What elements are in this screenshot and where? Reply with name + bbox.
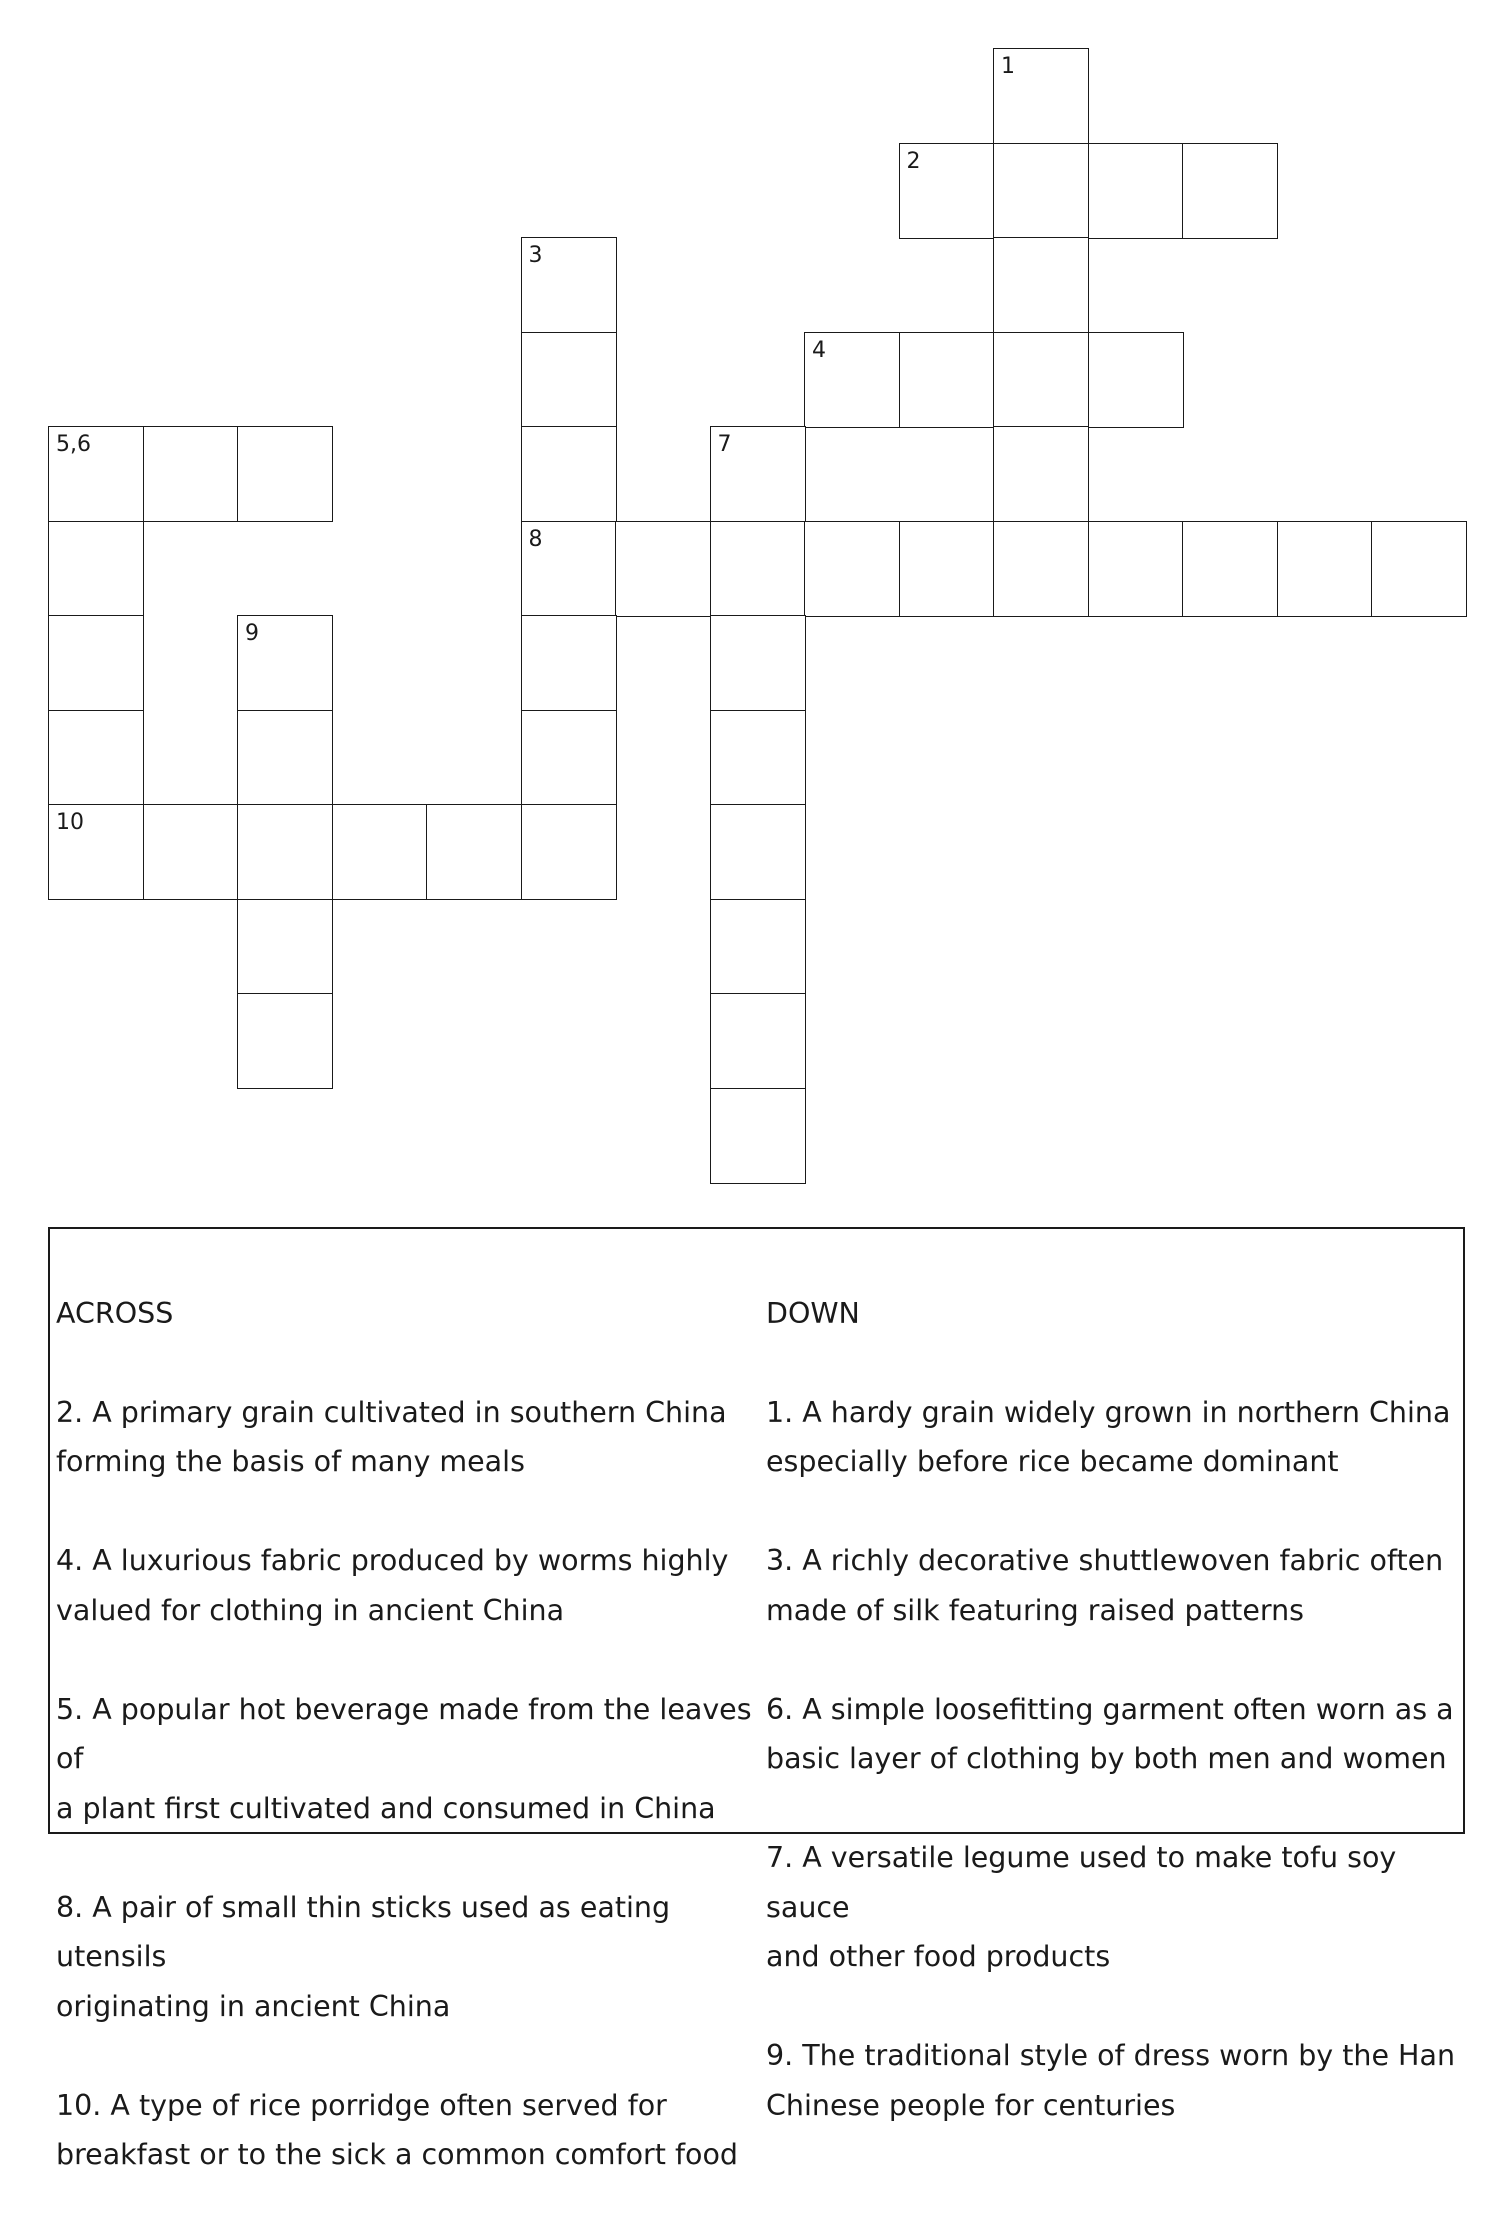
down-heading: DOWN <box>766 1296 860 1330</box>
grid-cell-r3-c10[interactable] <box>993 332 1089 428</box>
grid-cell-r7-c7[interactable] <box>710 710 806 806</box>
grid-cell-r3-c8[interactable] <box>804 332 900 428</box>
clue-number: 10 <box>56 810 84 835</box>
down-clue-9: 9. The traditional style of dress worn by the Han Chinese people for centuries <box>766 2039 1456 2122</box>
grid-cell-r4-c2[interactable] <box>237 426 333 522</box>
grid-cell-r5-c10[interactable] <box>993 521 1089 617</box>
grid-cell-r6-c5[interactable] <box>521 615 617 711</box>
across-heading: ACROSS <box>56 1296 174 1330</box>
grid-cell-r5-c14[interactable] <box>1371 521 1467 617</box>
down-clue-7: 7. A versatile legume used to make tofu soy sauce and other food products <box>766 1841 1397 1973</box>
grid-cell-r8-c0[interactable] <box>48 804 144 900</box>
grid-cell-r4-c5[interactable] <box>521 426 617 522</box>
clue-number: 5,6 <box>56 432 91 457</box>
grid-cell-r10-c2[interactable] <box>237 993 333 1089</box>
grid-cell-r6-c7[interactable] <box>710 615 806 711</box>
grid-cell-r5-c8[interactable] <box>804 521 900 617</box>
grid-cell-r8-c2[interactable] <box>237 804 333 900</box>
grid-cell-r6-c0[interactable] <box>48 615 144 711</box>
grid-cell-r0-c10[interactable] <box>993 48 1089 144</box>
grid-cell-r11-c7[interactable] <box>710 1088 806 1184</box>
clue-number: 7 <box>717 432 732 457</box>
clue-number: 9 <box>245 621 259 646</box>
grid-cell-r6-c2[interactable] <box>237 615 333 711</box>
across-clue-10: 10. A type of rice porridge often served for breakfast or to the sick a common comfort food <box>56 2088 738 2171</box>
grid-cell-r7-c0[interactable] <box>48 710 144 806</box>
across-clue-8: 8. A pair of small thin sticks used as eating utensils originating in ancient China <box>56 1890 671 2023</box>
down-clue-6: 6. A simple loosefitting garment often worn as a basic layer of clothing by both men and women <box>766 1692 1454 1775</box>
grid-cell-r8-c1[interactable] <box>143 804 239 900</box>
grid-cell-r5-c7[interactable] <box>710 521 806 617</box>
down-clue-1: 1. A hardy grain widely grown in northern China especially before rice became dominant <box>766 1395 1451 1478</box>
grid-cell-r7-c5[interactable] <box>521 710 617 806</box>
grid-cell-r4-c7[interactable] <box>710 426 806 522</box>
grid-cell-r5-c6[interactable] <box>615 521 711 617</box>
clue-number: 8 <box>528 526 543 552</box>
grid-cell-r8-c5[interactable] <box>521 804 617 900</box>
grid-cell-r7-c2[interactable] <box>237 710 333 806</box>
across-clues <box>56 1239 761 2229</box>
across-clue-4: 4. A luxurious fabric produced by worms highly valued for clothing in ancient China <box>56 1544 729 1627</box>
grid-cell-r8-c3[interactable] <box>332 804 428 900</box>
grid-cell-r5-c0[interactable] <box>48 521 144 617</box>
grid-cell-r5-c5[interactable] <box>521 521 617 617</box>
grid-cell-r5-c12[interactable] <box>1182 521 1278 617</box>
across-clue-5: 5. A popular hot beverage made from the leaves of a plant first cultivated and consumed in China <box>56 1692 752 1825</box>
grid-cell-r2-c5[interactable] <box>521 237 617 333</box>
clues-panel <box>48 1227 1465 2171</box>
grid-cell-r3-c5[interactable] <box>521 332 617 428</box>
down-clue-3: 3. A richly decorative shuttlewoven fabric often made of silk featuring raised patterns <box>766 1544 1444 1627</box>
grid-cell-r4-c1[interactable] <box>143 426 239 522</box>
grid-cell-r5-c13[interactable] <box>1277 521 1373 617</box>
grid-cell-r9-c7[interactable] <box>710 899 806 995</box>
grid-cell-r2-c10[interactable] <box>993 237 1089 333</box>
grid-cell-r5-c9[interactable] <box>899 521 995 617</box>
grid-cell-r4-c0[interactable] <box>48 426 144 522</box>
clue-number: 1 <box>1001 54 1015 79</box>
grid-cell-r3-c11[interactable] <box>1088 332 1184 428</box>
grid-cell-r8-c4[interactable] <box>426 804 522 900</box>
grid-cell-r10-c7[interactable] <box>710 993 806 1089</box>
grid-cell-r5-c11[interactable] <box>1088 521 1184 617</box>
clue-number: 4 <box>812 337 826 363</box>
clue-number: 2 <box>906 148 921 174</box>
down-clues <box>766 1239 1461 2180</box>
grid-cell-r4-c10[interactable] <box>993 426 1089 522</box>
grid-cell-r9-c2[interactable] <box>237 899 333 995</box>
across-clue-2: 2. A primary grain cultivated in southern China forming the basis of many meals <box>56 1395 727 1478</box>
grid-cell-r1-c12[interactable] <box>1182 143 1278 239</box>
grid-cell-r8-c7[interactable] <box>710 804 806 900</box>
grid-cell-r1-c9[interactable] <box>899 143 995 239</box>
clue-number: 3 <box>528 243 543 268</box>
grid-cell-r1-c11[interactable] <box>1088 143 1184 239</box>
grid-cell-r3-c9[interactable] <box>899 332 995 428</box>
grid-cell-r1-c10[interactable] <box>993 143 1089 239</box>
